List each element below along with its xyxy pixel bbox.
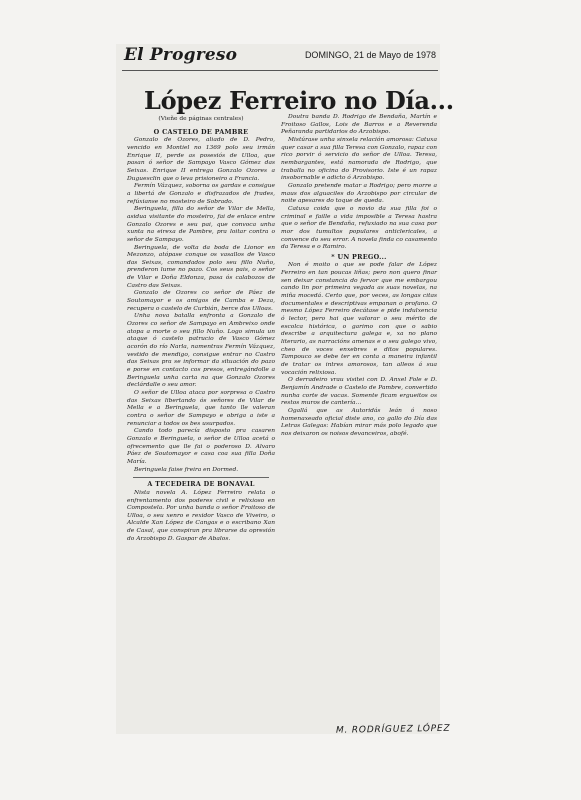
paragraph: O derradeiro vrau visitei con D. Anxel Fole e D. Benjamín Andrade o Castelo de Pambre, convertido nunha corte de vacas. Somente ficam ergueitos os restos muros de cantería... — [281, 377, 437, 407]
paragraph: Gonzalo de Ozores, aliado de D. Pedro, vencido en Montiel no 1369 polo seu irmán Enrique II, perde as posesiós de Ulloa, que pasan ó señor de Sampayo Vasco Gómez das Seixas. Enrique II entrega Gonzalo Ozores a Duguesclin que o leva prisioneiro a Francia. — [127, 137, 275, 182]
paragraph: Gonzalo pretende matar a Rodrigo; pero morre a maus dos alguaciles do Arzobispo por circular de noite apesares do toque de queda. — [281, 182, 437, 205]
paragraph: Cando todo parecía disposto pra casaren Gonzalo e Beringuela, o señor de Ulloa acetá o ofrecemento que lle fai o poderoso D. Alvaro Páez de Soutomayor e casa coa sua filla Doña María. — [127, 428, 275, 465]
paragraph: Fermín Vázquez, soborna os gardas e consigue a libertá de Gonzalo e disfrazados de frades, refúxianse no mosteiro de Sobrado. — [127, 183, 275, 205]
article-headline: López Ferreiro no Día... — [144, 86, 454, 115]
section-title: O CASTELO DE PAMBRE — [153, 127, 249, 136]
section-title: * UN PREGO... — [331, 252, 387, 261]
handwritten-signature: M. RODRÍGUEZ LÓPEZ — [335, 723, 451, 736]
paragraph: Unha nova batalla enfronta a Gonzalo de Ozores co señor de Sampayo en Ambreixo onde atopa a morte o seu fillo Nuño. Logo simula un ataque ó castelo patrucio de Vasco Gómez acorón do río Narla, namentras Fermín Vázquez, vestido de mendigo, consigue entrar no Castro das Seixas pra se informar da situación do pazo e porse en contacto cos presos, entregándolle a Beringuela unha carta na que Gonzalo Ozores declárdalle o seu amor. — [127, 313, 275, 389]
paragraph: Doutra banda D. Rodrigo de Bendaña, Martín e Froitoso Gallos, Lois de Barros e a Reverenda Peñaranda partidarios do Arzobispo. — [281, 114, 437, 136]
paragraph: Beringuela, de volta da boda de Lionor en Mezonzo, atópase conque os vasallos de Vasco das Seixas, comandados polo seu fillo Nuño, prenderon lume no pazo. Cos seus pais, o señor de Vilar e Doña Eldonza, pasa ós calabozos de Castro das Seixas. — [127, 244, 275, 289]
newspaper-clipping — [116, 44, 454, 734]
paragraph: Mistúrase unha sinxela relación amorosa: Catuxa quer casar a sua filla Teresa con Gonzalo, rapaz con rico porvir ó servicio do señor de Ulloa. Teresa, nembargantes, está namorada de Rodrigo, que traballa no oficina do Provisorio. Iste é un rapaz insobornable e adicto ó Arzobispo. — [281, 136, 437, 182]
article-column-left — [127, 116, 275, 736]
paragraph: Nista novela A. López Ferreiro relata o enfrentamento dos poderes civil e relixioso en Compostela. Por unha banda o señor Froitoso de Ulloa, o seu xenro e rexidor Vasco de Viveiro, o Alcalde Xan López de Cangas e o escribano Xan de Casal, que conspiran pra librarse da opresión do Arzobispo D. Gaspar de Abalos. — [127, 489, 275, 542]
dateline: DOMINGO, 21 de Mayo de 1978 — [304, 50, 436, 60]
section-divider — [133, 477, 269, 478]
paragraph: Ogallá que as Autoridás leán ó noso homenaxeado oficial diste ano, co gallo do Día das Letras Galegas: Habían mirar más polo legado que nos deixaron os noisos devanceiros, abofé. — [281, 407, 437, 437]
paragraph: Gonzalo de Ozores co señor de Páez de Soutomayor e os amigos de Camba e Deza, recupera o castelo de Curbián, berce dos Ulloas. — [127, 290, 275, 312]
paragraph: Beringuela faise freira en Dormed. — [134, 466, 239, 473]
paragraph: Beringuela, filla do señor de Vilar de Mella, asidua visitante do mosteiro, fai de enlace entre Gonzalo Ozores e seu pai, que convoca unha xunta na eirexa de Pambre, pra loitar contra o señor de Sampayo. — [127, 206, 275, 243]
paragraph: Catuxa coida que o novio da sua filla foi o criminal e faille a vida imposible a Teresa hastra que o señor de Bendaña, refuxiado na sua casa por mor dos tumultos populares anticlericales, a convence do seu error. A novela finda co casamento da Teresa e o Ramiro. — [281, 205, 437, 251]
section-title: A TECEDEIRA DE BONAVAL — [147, 480, 255, 489]
paragraph: O señor de Ulloa ataca por sorpresa o Castro das Seixas libertando ós señores de Vilar de Mella e a Beringuela, que tanto lle valeran contra o señor de Sampayo e obriga a iste a renunciar a todos os bes usurpados. — [127, 389, 275, 427]
masthead — [122, 44, 438, 71]
newspaper-logo: El Progreso — [124, 45, 238, 65]
article-column-right — [281, 114, 437, 754]
continued-note: (Vieñe de páginas centrales) — [158, 116, 244, 122]
paragraph: Non é moito o que se pode falar de López Ferreiro en tan poucas liñas; pero non quero finar sen deixar constancia do fervor que me embargou cando lin por primeira vegada as suas novelas, na miña mocedá. Certo que, por veces, as longas citas documentales e descriptivas empanan o profano. O mesmo López Ferreiro decátase e pide indulxencia ó lector, pero hai que valorar o seu mérito de escolca histórica, o garimo con que o sabio describe a arquitectura galega e, xa no plano literario, as narracións amenas e o seu galego vivo, cheo de voces enxebres e ditos populares. Tampouco se debe ter en conta a maneira infantil de tratar os intres amorosos, tan alleos á sua vocación relixiosa. — [281, 262, 437, 376]
